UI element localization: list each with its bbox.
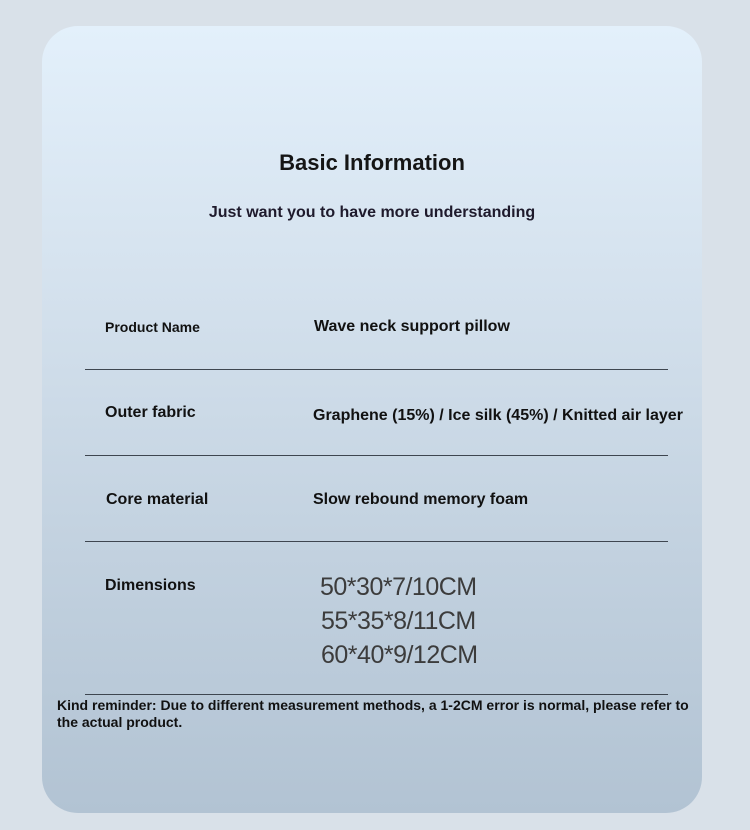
kind-reminder-note: Kind reminder: Due to different measurement methods, a 1-2CM error is normal, please refer to the actual product. — [57, 697, 689, 730]
dimensions-values — [320, 570, 478, 672]
row-divider — [85, 694, 668, 695]
dimension-size: 50*30*7/10CM — [320, 573, 477, 601]
dimension-size: 60*40*9/12CM — [321, 641, 478, 669]
row-divider — [85, 541, 668, 542]
product-name-label: Product Name — [105, 319, 200, 335]
dimension-size: 55*35*8/11CM — [321, 607, 476, 635]
core-material-label: Core material — [106, 491, 209, 508]
outer-fabric-value: Graphene (15%) / Ice silk (45%) / Knitted air layer — [313, 407, 683, 424]
info-card — [42, 26, 702, 813]
page-title: Basic Information — [279, 150, 465, 175]
row-divider — [85, 455, 668, 456]
dimensions-label: Dimensions — [105, 577, 196, 594]
outer-fabric-label: Outer fabric — [105, 404, 196, 421]
core-material-value: Slow rebound memory foam — [313, 491, 529, 508]
row-divider — [85, 369, 668, 370]
product-name-value: Wave neck support pillow — [314, 318, 510, 335]
page-subtitle: Just want you to have more understanding — [208, 204, 536, 221]
